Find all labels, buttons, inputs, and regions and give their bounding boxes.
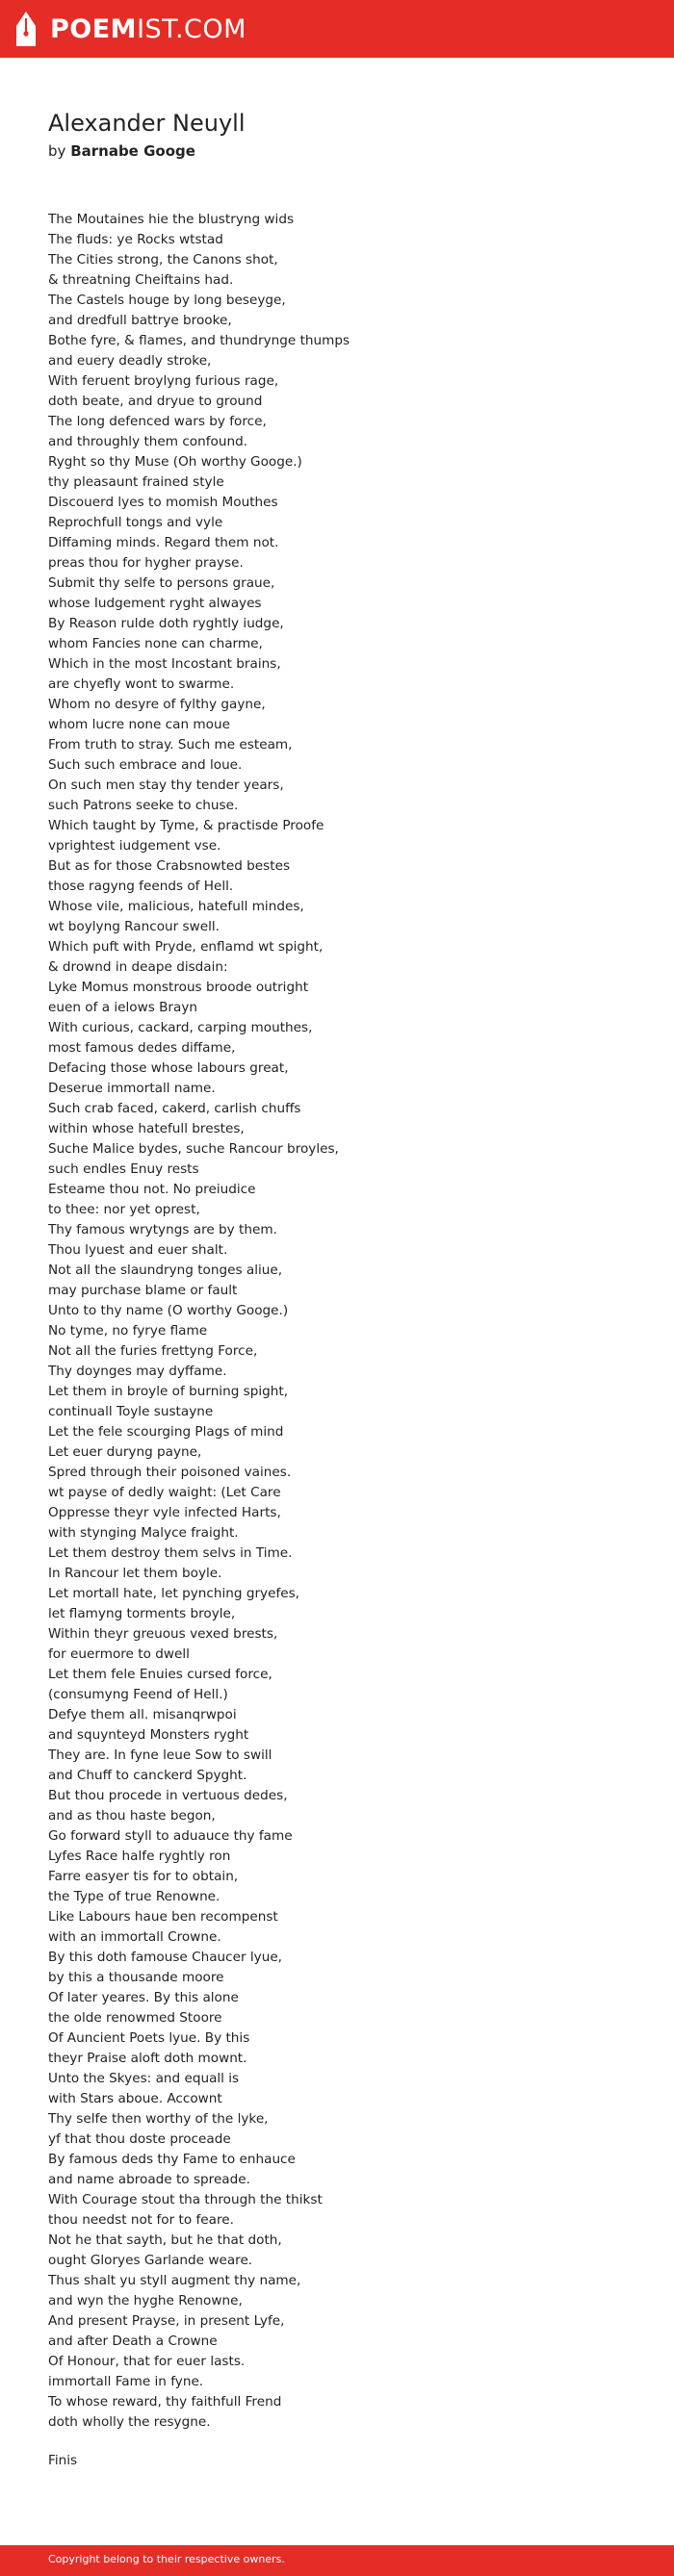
poem-line: whom Fancies none can charme, [48,636,263,651]
poem-line: and name abroade to spreade. [48,2172,250,2187]
poem-line: Of later yeares. By this alone [48,1990,239,2005]
poem-line: But thou procede in vertuous dedes, [48,1788,288,1803]
poem-line: Lyke Momus monstrous broode outright [48,980,309,995]
by-label: by [48,142,66,160]
poem-line: may purchase blame or fault [48,1283,238,1298]
poem-line: and dredfull battrye brooke, [48,313,232,328]
poem-line: Reprochfull tongs and vyle [48,515,223,530]
poem-line: Let euer duryng payne, [48,1444,202,1460]
byline [48,142,195,160]
author-link[interactable]: Barnabe Googe [70,142,195,160]
poem-line: With Courage stout tha through the thikst [48,2192,323,2207]
poem-line: thou needst not for to feare. [48,2212,234,2228]
poem-line: continuall Toyle sustayne [48,1404,214,1419]
poem-line: those ragyng feends of Hell. [48,879,234,894]
poem-line: Esteame thou not. No preiudice [48,1182,256,1197]
poem-line: such Patrons seeke to chuse. [48,798,239,813]
poem-line: By this doth famouse Chaucer lyue, [48,1950,283,1965]
poem-line: By famous deds thy Fame to enhauce [48,2152,296,2167]
poem-line: Let them destroy them selvs in Time. [48,1545,293,1561]
poem-line: Suche Malice bydes, suche Rancour broyles, [48,1141,339,1157]
poem-body [48,210,645,2433]
site-header [0,0,674,58]
poem-line: doth beate, and dryue to ground [48,394,263,409]
poem-line: Such crab faced, cakerd, carlish chuffs [48,1101,301,1116]
poem-line: The Castels houge by long beseyge, [48,293,286,308]
poem-line: Not he that sayth, but he that doth, [48,2232,282,2248]
poem-line: Lyfes Race halfe ryghtly ron [48,1849,231,1864]
poem-line: The Moutaines hie the blustryng wids [48,212,295,227]
poem-line: Thus shalt yu styll augment thy name, [48,2273,301,2288]
poem-line: yf that thou doste proceade [48,2131,231,2147]
poem-line: & threatning Cheiftains had. [48,272,234,288]
poem-line: They are. In fyne leue Sow to swill [48,1747,272,1763]
poem-line: Spred through their poisoned vaines. [48,1465,292,1480]
poem-line: with stynging Malyce fraight. [48,1525,239,1541]
poem-line: the olde renowmed Stoore [48,2010,222,2026]
poem-line: Submit thy selfe to persons graue, [48,575,275,591]
poem-line: by this a thousande moore [48,1970,224,1985]
poem-line: Thy selfe then worthy of the lyke, [48,2111,269,2127]
poem-line: and after Death a Crowne [48,2334,218,2349]
poem-line: thy pleasaunt frained style [48,474,224,490]
poem-line: To whose reward, thy faithfull Frend [48,2394,282,2410]
poem-line: whose Iudgement ryght alwayes [48,596,262,611]
poem-line: Unto to thy name (O worthy Googe.) [48,1303,289,1318]
poem-line: The fluds: ye Rocks wtstad [48,232,223,247]
poem-line: Let mortall hate, let pynching gryefes, [48,1586,300,1601]
poem-line: whom lucre none can moue [48,717,230,732]
poem-title: Alexander Neuyll [48,110,246,137]
logo-text-bold: POEM [50,13,138,44]
poem-line: are chyefly wont to swarme. [48,676,235,692]
poem-line: From truth to stray. Such me esteam, [48,737,293,752]
poem-line: most famous dedes diffame, [48,1040,236,1056]
poem-line: to thee: nor yet oprest, [48,1202,200,1217]
poem-line: Not all the furies frettyng Force, [48,1343,258,1359]
poem-line: immortall Fame in fyne. [48,2374,204,2389]
poem-line: No tyme, no fyrye flame [48,1323,208,1339]
poem-line: The Cities strong, the Canons shot, [48,252,278,268]
poem-line: By Reason rulde doth ryghtly iudge, [48,616,284,631]
poem-line: Which in the most Incostant brains, [48,656,281,672]
poem-line: doth wholly the resygne. [48,2414,211,2430]
poem-line: Defacing those whose labours great, [48,1060,289,1076]
poem-line: Farre easyer tis for to obtain, [48,1869,239,1884]
poem-line: Discouerd lyes to momish Mouthes [48,495,278,510]
poem-line: and as thou haste begon, [48,1808,216,1824]
poem-line: Defye them all. misanqrwpoi [48,1707,237,1722]
poem-line: with an immortall Crowne. [48,1929,221,1945]
poem-line: for euermore to dwell [48,1646,190,1662]
poem-line: and wyn the hyghe Renowne, [48,2293,243,2308]
poem-line: And present Prayse, in present Lyfe, [48,2313,285,2329]
site-footer [0,2545,674,2576]
poem-line: Thy famous wrytyngs are by them. [48,1222,277,1237]
pen-nib-icon [15,11,37,47]
poem-line: Go forward styll to aduauce thy fame [48,1828,293,1844]
poem-line: (consumyng Feend of Hell.) [48,1687,228,1702]
poem-line: and Chuff to canckerd Spyght. [48,1768,247,1783]
poem-line: the Type of true Renowne. [48,1889,220,1904]
poem-line: let flamyng torments broyle, [48,1606,236,1621]
poem-line: such endles Enuy rests [48,1161,199,1177]
poem-line: But as for those Crabsnowted bestes [48,858,291,874]
poem-line: Like Labours haue ben recompenst [48,1909,278,1925]
poem-line: preas thou for hygher prayse. [48,555,244,571]
poem-line: Within theyr greuous vexed brests, [48,1626,278,1642]
logo-text-light: IST.COM [137,13,246,44]
poem-line: theyr Praise aloft doth mownt. [48,2051,247,2066]
poem-closing: Finis [48,2453,78,2468]
poem-line: Thy doynges may dyffame. [48,1364,227,1379]
poem-line: Oppresse theyr vyle infected Harts, [48,1505,281,1520]
poem-line: and throughly them confound. [48,434,248,449]
poem-line: and squynteyd Monsters ryght [48,1727,249,1743]
poem-line: Not all the slaundryng tonges aliue, [48,1262,283,1278]
poem-line: Of Honour, that for euer lasts. [48,2354,246,2369]
poem-line: wt payse of dedly waight: (Let Care [48,1485,281,1500]
poem-line: Which puft with Pryde, enflamd wt spight, [48,939,324,955]
poem-line: Whose vile, malicious, hatefull mindes, [48,899,304,914]
poem-line: On such men stay thy tender years, [48,778,284,793]
poem-line: and euery deadly stroke, [48,353,212,369]
poem-line: wt boylyng Rancour swell. [48,919,220,934]
poem-line: Let them in broyle of burning spight, [48,1384,289,1399]
poem-line: vprightest iudgement vse. [48,838,221,854]
poem-line: Let them fele Enuies cursed force, [48,1667,272,1682]
poem-line: With feruent broylyng furious rage, [48,373,279,389]
poem-line: within whose hatefull brestes, [48,1121,245,1136]
poem-line: Ryght so thy Muse (Oh worthy Googe.) [48,454,302,470]
copyright-notice: Copyright belong to their respective owners. [48,2553,285,2565]
poem-line: Thou lyuest and euer shalt. [48,1242,228,1258]
poem-line: Unto the Skyes: and equall is [48,2071,240,2086]
poem-line: Of Auncient Poets lyue. By this [48,2030,250,2046]
poem-line: & drownd in deape disdain: [48,959,228,975]
site-logo[interactable] [15,11,246,47]
poem-line: Whom no desyre of fylthy gayne, [48,697,266,712]
poem-line: Bothe fyre, & flames, and thundrynge thumps [48,333,350,348]
poem-line: Which taught by Tyme, & practisde Proofe [48,818,324,833]
poem-line: The long defenced wars by force, [48,414,267,429]
poem-line: Deserue immortall name. [48,1081,216,1096]
poem-line: With curious, cackard, carping mouthes, [48,1020,313,1035]
poem-line: Such such embrace and loue. [48,757,243,773]
poem-line: Let the fele scourging Plags of mind [48,1424,284,1440]
poem-line: In Rancour let them boyle. [48,1566,222,1581]
poem-line: Diffaming minds. Regard them not. [48,535,279,550]
poem-line: with Stars aboue. Accownt [48,2091,222,2106]
poem-line: euen of a ielows Brayn [48,1000,198,1015]
poem-line: ought Gloryes Garlande weare. [48,2253,253,2268]
